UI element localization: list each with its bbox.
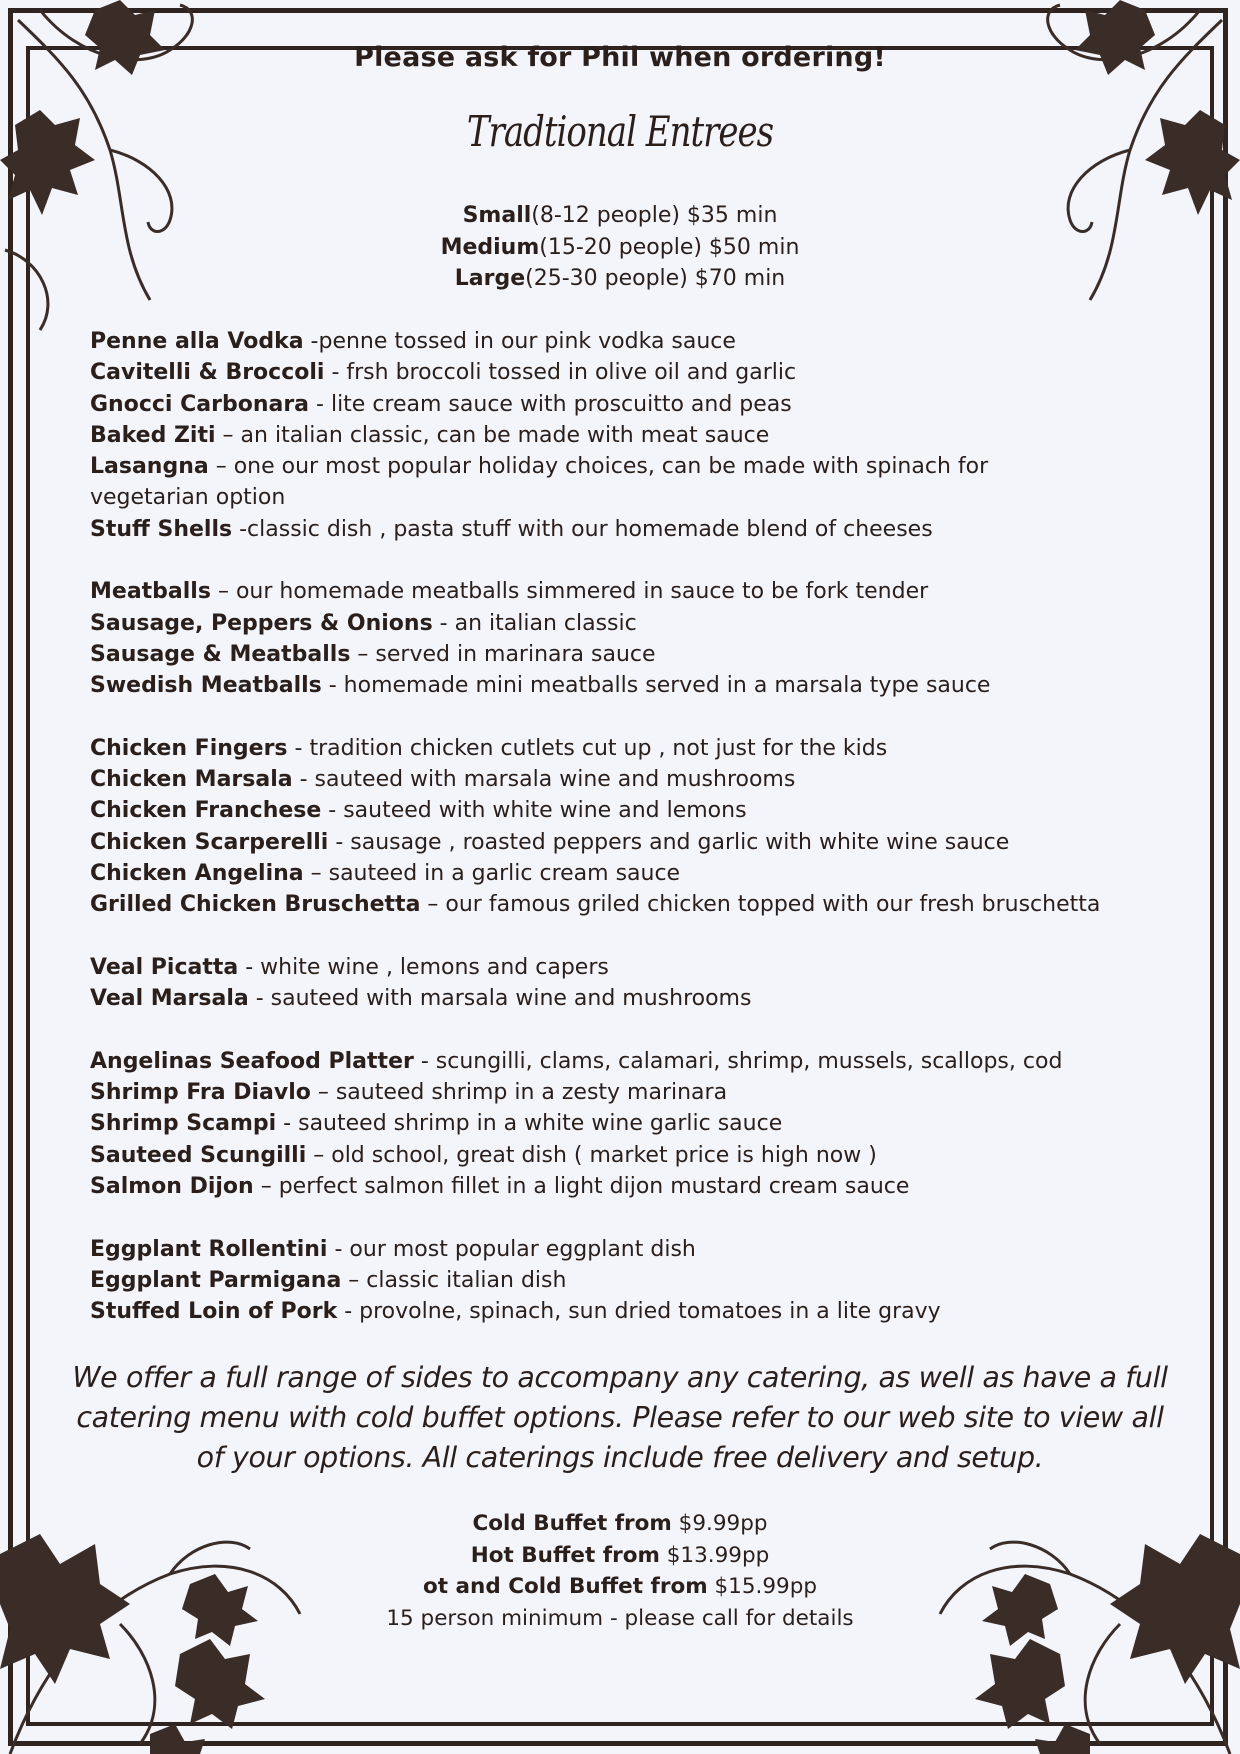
menu-item	[90, 983, 1110, 1014]
menu-item	[90, 576, 1110, 607]
menu-item-description: - white wine , lemons and capers	[238, 954, 609, 980]
menu-item-name: Stuffed Loin of Pork	[90, 1299, 338, 1325]
group-spacer	[90, 702, 1110, 733]
group-spacer	[90, 921, 1110, 952]
menu-item-name: Chicken Angelina	[90, 861, 304, 887]
entree-list	[90, 326, 1110, 1328]
buffet-row: Hot Buffet from $13.99pp	[470, 1542, 770, 1568]
menu-item-description: - an italian classic	[432, 610, 637, 636]
menu-item-name: Sausage & Meatballs	[90, 641, 351, 667]
menu-item	[90, 1234, 1110, 1265]
group-spacer	[90, 1015, 1110, 1046]
menu-item-name: Shrimp Scampi	[90, 1111, 277, 1137]
menu-item-description: – old school, great dish ( market price is high now )	[306, 1142, 877, 1168]
menu-item-description: – perfect salmon fillet in a light dijon mustard cream sauce	[253, 1174, 910, 1200]
catering-notice: We offer a full range of sides to accompany any catering, as well as have a full catering menu with cold buffet options. Please refer to our web site to view all of your options. All caterings include free delivery and setup.	[72, 1361, 1168, 1474]
menu-item-name: Sauteed Scungilli	[90, 1142, 307, 1168]
menu-item-description: – our homemade meatballs simmered in sauce to be fork tender	[210, 579, 929, 605]
group-spacer	[90, 1202, 1110, 1233]
menu-item-name: Veal Picatta	[90, 954, 239, 980]
menu-item-description: – classic italian dish	[341, 1267, 567, 1293]
menu-item-name: Chicken Scarperelli	[90, 829, 329, 855]
menu-item	[90, 1171, 1110, 1202]
buffet-list	[0, 1508, 1240, 1634]
menu-item-name: Salmon Dijon	[90, 1174, 254, 1200]
page-title: Please ask for Phil when ordering!	[354, 42, 886, 73]
menu-item-name: Chicken Franchese	[90, 798, 322, 824]
size-list	[0, 200, 1240, 295]
menu-item	[90, 1046, 1110, 1077]
menu-item	[90, 420, 1110, 451]
menu-item-name: Chicken Fingers	[90, 735, 288, 761]
menu-item-description: - lite cream sauce with proscuitto and peas	[309, 391, 792, 417]
menu-item	[90, 1265, 1110, 1296]
menu-item-description: - sausage , roasted peppers and garlic with white wine sauce	[328, 829, 1010, 855]
menu-item	[90, 827, 1110, 858]
section-title: Tradtional Entrees	[466, 107, 774, 157]
menu-item-name: Lasangna	[90, 454, 209, 480]
menu-item	[90, 1296, 1110, 1327]
buffet-row: ot and Cold Buffet from $15.99pp	[423, 1574, 817, 1599]
menu-item	[90, 608, 1110, 639]
menu-item-description: - sauteed with marsala wine and mushrooms	[248, 986, 752, 1012]
size-row: Small(8-12 people) $35 min	[462, 203, 778, 228]
menu-item	[90, 451, 1110, 514]
menu-item-name: Meatballs	[90, 579, 211, 605]
menu-item-description: – an italian classic, can be made with meat sauce	[215, 422, 770, 448]
menu-item-description: - homemade mini meatballs served in a marsala type sauce	[321, 673, 991, 699]
menu-item	[90, 795, 1110, 826]
menu-item-name: Eggplant Rollentini	[90, 1236, 328, 1262]
menu-item-name: Gnocci Carbonara	[90, 391, 310, 417]
menu-item-description: – sauteed shrimp in a zesty marinara	[310, 1080, 728, 1106]
menu-item-name: Chicken Marsala	[90, 767, 293, 793]
menu-item-name: Angelinas Seafood Platter	[90, 1048, 414, 1074]
menu-item-name: Shrimp Fra Diavlo	[90, 1080, 311, 1106]
menu-item-name: Grilled Chicken Bruschetta	[90, 892, 421, 918]
menu-item-name: Veal Marsala	[90, 986, 249, 1012]
menu-item-description: - sauteed with marsala wine and mushrooms	[292, 767, 796, 793]
menu-item-description: - provolne, spinach, sun dried tomatoes in a lite gravy	[337, 1299, 941, 1325]
menu-item-name: Eggplant Parmigana	[90, 1267, 342, 1293]
buffet-note: 15 person minimum - please call for details	[386, 1605, 854, 1631]
menu-item-description: – one our most popular holiday choices, can be made with spinach for vegetarian option	[90, 454, 989, 511]
size-row: Large(25-30 people) $70 min	[454, 266, 786, 291]
menu-item	[90, 1077, 1110, 1108]
buffet-row: Cold Buffet from $9.99pp	[472, 1511, 768, 1536]
menu-item-description: - sauteed with white wine and lemons	[321, 798, 747, 824]
menu-item-name: Swedish Meatballs	[90, 673, 322, 699]
menu-item	[90, 952, 1110, 983]
menu-item	[90, 389, 1110, 420]
group-spacer	[90, 545, 1110, 576]
menu-item-name: Sausage, Peppers & Onions	[90, 610, 433, 636]
menu-item-description: -penne tossed in our pink vodka sauce	[303, 329, 736, 354]
menu-item	[90, 514, 1110, 545]
menu-item-description: -classic dish , pasta stuff with our homemade blend of cheeses	[232, 516, 933, 542]
menu-item-description: - sauteed shrimp in a white wine garlic sauce	[276, 1111, 783, 1137]
menu-item-name: Baked Ziti	[90, 422, 216, 448]
menu-item-description: – sauteed in a garlic cream sauce	[303, 861, 681, 887]
menu-item	[90, 639, 1110, 670]
menu-item-description: – served in marinara sauce	[350, 641, 656, 667]
menu-item-description: - frsh broccoli tossed in olive oil and garlic	[324, 360, 797, 386]
menu-item-description: - our most popular eggplant dish	[327, 1236, 696, 1262]
menu-item	[90, 1140, 1110, 1171]
menu-item	[90, 357, 1110, 388]
menu-item	[90, 889, 1110, 920]
menu-item-name: Cavitelli & Broccoli	[90, 360, 325, 386]
menu-item-description: - scungilli, clams, calamari, shrimp, mussels, scallops, cod	[413, 1048, 1063, 1074]
menu-item-description: - tradition chicken cutlets cut up , not just for the kids	[287, 735, 888, 761]
menu-item	[90, 670, 1110, 701]
menu-item-name: Penne alla Vodka	[90, 329, 304, 354]
menu-item-description: – our famous griled chicken topped with our fresh bruschetta	[420, 892, 1101, 918]
size-row: Medium(15-20 people) $50 min	[440, 234, 800, 260]
menu-item	[90, 326, 1110, 357]
menu-item	[90, 1108, 1110, 1139]
menu-item	[90, 733, 1110, 764]
menu-item	[90, 858, 1110, 889]
menu-item	[90, 764, 1110, 795]
menu-item-name: Stuff Shells	[90, 516, 233, 542]
